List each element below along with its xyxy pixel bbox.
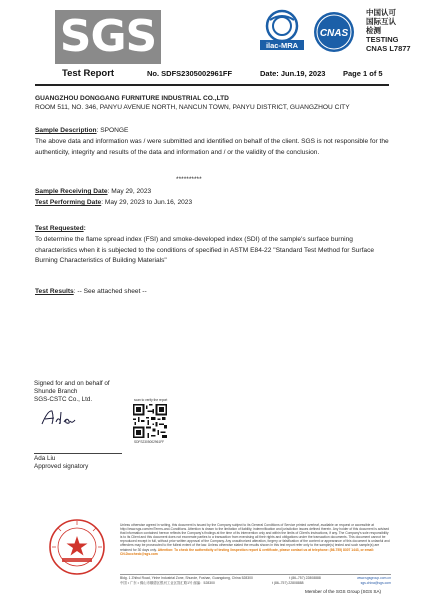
test-requested-label: Test Requested [35, 225, 84, 232]
address-en: Bldg. 1 Zhihui Road, Yinhe Industrial Zone, Shunde, Foshan, Guangdong, China 528300 [120, 576, 253, 580]
ilac-mra-logo [258, 8, 306, 52]
inspection-stamp [48, 518, 106, 576]
footer-disclaimer [120, 523, 391, 556]
cnas-logo [312, 10, 356, 54]
website-link[interactable]: www.sgsgroup.com.cn [357, 576, 391, 580]
test-requested-heading [35, 224, 391, 235]
cnas-text: CNAS [319, 28, 349, 39]
accreditation-block [366, 8, 411, 53]
client-statement: The above data and information was / were submitted and identified on behalf of the client. SGS is not responsible for the authenticity, integrity and results of the data and information and / or the validity of the conclusion. [35, 138, 389, 156]
report-number: No. SDFS2305002961FF [147, 69, 233, 78]
address-cn: 中国 • 广东 • 佛山市顺德区银河工业区智汇路1号 邮编：528300 [120, 581, 215, 585]
tel-cn: t (86–757) 22808888 [272, 581, 304, 585]
client-address: ROOM 511, NO. 346, PANYU AVENUE NORTH, NANCUN TOWN, PANYU DISTRICT, GUANGZHOU CITY [35, 104, 350, 111]
lab-cn-line-3: 检测 [366, 26, 381, 35]
test-requested-colon: : [83, 225, 86, 232]
sample-description-value: : SPONGE [96, 127, 129, 134]
test-results-label: Test Results [35, 288, 74, 295]
page-number: Page 1 of 5 [343, 69, 383, 78]
report-date: Date: Jun.19, 2023 [260, 69, 326, 78]
sample-description-label: Sample Description [35, 127, 97, 134]
test-results [35, 287, 391, 298]
sgs-member-note: Member of the SGS Group (SGS SA) [305, 589, 382, 594]
qr-caption-bottom: SDFS2305002961FF [134, 440, 165, 444]
test-performing-date [35, 198, 391, 209]
client-name: GUANGZHOU DONGGANG FURNITURE INDUSTRIAL CO.,LTD [35, 95, 229, 102]
performing-date-value: : May 29, 2023 to Jun.16, 2023 [101, 199, 193, 206]
signature-line [34, 453, 122, 454]
signatory-block [34, 455, 88, 471]
header-divider [35, 84, 389, 86]
performing-date-label: Test Performing Date [35, 199, 102, 206]
signed-line-2: Shunde Branch [34, 388, 78, 396]
test-requested-text: To determine the flame spread index (FSI) and smoke-developed index (SDI) of the sample's surface burning characteristics when it is subjected to the conditions of specified in ASTM E84-22 "Standard Test Method for Surface Burning Characteristics of Building Materials" [35, 236, 375, 264]
signed-line-1: Signed for and on behalf of [34, 380, 110, 387]
tel-en: t (86–757) 22808888 [289, 576, 321, 580]
ilac-text: ilac-MRA [265, 41, 299, 50]
qr-code[interactable] [133, 404, 167, 438]
email-link[interactable]: sgs.china@sgs.com [360, 581, 391, 585]
handwritten-signature [40, 408, 76, 428]
signatory-name: Ada Liu [34, 455, 56, 462]
lab-testing: TESTING [366, 35, 399, 44]
signed-line-3: SGS-CSTC Co., Ltd. [34, 396, 93, 404]
separator-stars: ********** [176, 176, 202, 183]
sgs-logo: SGS [55, 10, 161, 64]
receiving-date-value: : May 29, 2023 [107, 188, 152, 195]
lab-cn-line-1: 中国认可 [366, 8, 396, 17]
test-results-value: : -- See attached sheet -- [73, 288, 147, 295]
lab-number: CNAS L7877 [366, 44, 411, 53]
signatory-role: Approved signatory [34, 463, 89, 471]
receiving-date-label: Sample Receiving Date [35, 188, 108, 195]
lab-cn-line-2: 国际互认 [366, 17, 396, 26]
footer-address [120, 574, 391, 586]
authenticity-notice: Attention: To check the authenticity of testing /inspection report & certificate, please contact us at telephone: (86-755) 8307 1443, or email: CN.Doccheck@sgs.com [120, 547, 375, 556]
sample-description [35, 126, 391, 137]
signature-block [34, 380, 110, 405]
qr-caption-top: scan to verify the report [134, 398, 168, 402]
report-title: Test Report [62, 68, 115, 79]
sample-receiving-date [35, 187, 391, 198]
disclaimer-text: Unless otherwise agreed in writing, this document is issued by the Company subject to its General Conditions of Service printed overleaf, available on request or accessible at http://www.sgs.com/en/Terms-and-Conditions. Attention is drawn to the limitation of liability, indemnification and jurisdiction issues defined therein. Any holder of this document is advised that information contained hereon reflects the Company's findings at the time of its intervention only and within the limits of Client's instructions, if any. The Company's sole responsibility is to its Client and this document does not exonerate parties to a transaction from exercising all their rights and obligations under the transaction documents. This document cannot be reproduced except in full, without prior written approval of the Company. Any unauthorized alteration, forgery or falsification of the content or appearance of this document is unlawful and offenders may be prosecuted to the fullest extent of the law. Unless otherwise stated the results shown in this test report refer only to the sample(s) tested and such sample(s) are retained for 30 days only. [120, 523, 390, 552]
